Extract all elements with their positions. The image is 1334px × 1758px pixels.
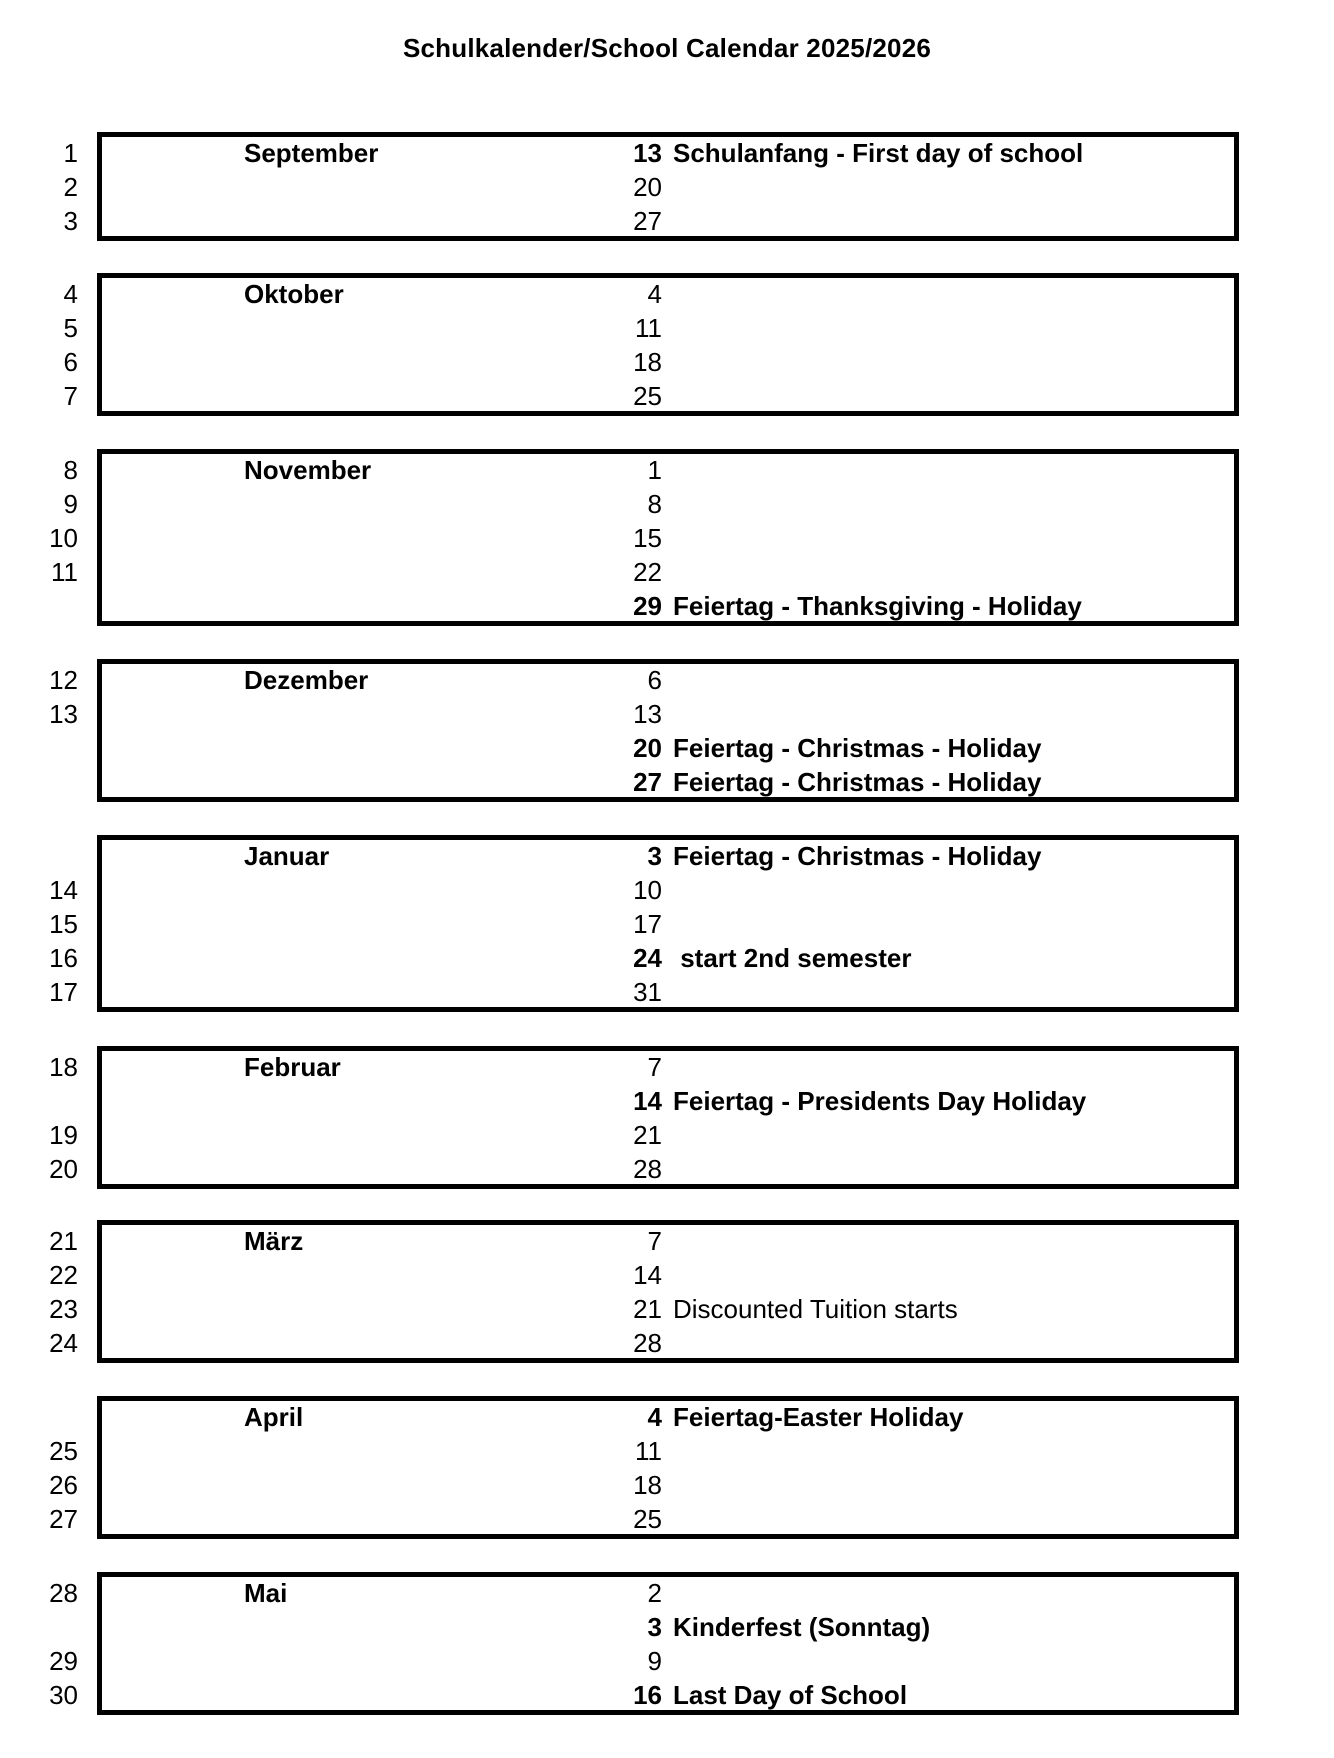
calendar-row <box>0 170 1334 204</box>
calendar-row <box>0 663 1334 697</box>
week-number: 4 <box>63 279 78 309</box>
event-label: Discounted Tuition starts <box>673 1294 958 1324</box>
day-number: 7 <box>647 1052 662 1082</box>
calendar-row <box>0 487 1334 521</box>
calendar-row <box>0 204 1334 238</box>
month-name: Januar <box>244 841 330 871</box>
week-number: 2 <box>63 172 78 202</box>
calendar-row <box>0 765 1334 799</box>
month-name: März <box>244 1226 304 1256</box>
week-number: 3 <box>63 206 78 236</box>
day-number: 21 <box>633 1294 662 1324</box>
day-number: 4 <box>647 1402 662 1432</box>
day-number: 8 <box>647 489 662 519</box>
day-number: 6 <box>647 665 662 695</box>
calendar-row <box>0 277 1334 311</box>
calendar-row <box>0 1292 1334 1326</box>
calendar-row <box>0 975 1334 1009</box>
week-number: 10 <box>49 523 78 553</box>
day-number: 14 <box>633 1260 662 1290</box>
event-label: Kinderfest (Sonntag) <box>673 1612 931 1642</box>
day-number: 22 <box>633 557 662 587</box>
calendar-row <box>0 1434 1334 1468</box>
week-number: 16 <box>49 943 78 973</box>
week-number: 27 <box>49 1504 78 1534</box>
day-number: 2 <box>647 1578 662 1608</box>
day-number: 21 <box>633 1120 662 1150</box>
calendar-row <box>0 873 1334 907</box>
week-number: 25 <box>49 1436 78 1466</box>
calendar-row <box>0 1468 1334 1502</box>
day-number: 25 <box>633 1504 662 1534</box>
calendar-row <box>0 839 1334 873</box>
event-label: Schulanfang - First day of school <box>673 138 1084 168</box>
calendar-row <box>0 1050 1334 1084</box>
calendar-row <box>0 521 1334 555</box>
week-number: 11 <box>51 557 78 587</box>
calendar-row <box>0 311 1334 345</box>
week-number: 7 <box>63 381 78 411</box>
month-name: Februar <box>244 1052 341 1082</box>
week-number: 29 <box>49 1646 78 1676</box>
day-number: 25 <box>633 381 662 411</box>
day-number: 24 <box>633 943 662 973</box>
day-number: 3 <box>647 1612 662 1642</box>
page-title: Schulkalender/School Calendar 2025/2026 <box>402 33 932 63</box>
day-number: 18 <box>633 1470 662 1500</box>
calendar-row <box>0 1084 1334 1118</box>
day-number: 4 <box>647 279 662 309</box>
calendar-row <box>0 589 1334 623</box>
event-label: Feiertag - Christmas - Holiday <box>673 767 1042 797</box>
calendar-row <box>0 1118 1334 1152</box>
day-number: 17 <box>633 909 662 939</box>
calendar-row <box>0 453 1334 487</box>
day-number: 3 <box>647 841 662 871</box>
event-label: Feiertag-Easter Holiday <box>673 1402 964 1432</box>
week-number: 15 <box>49 909 78 939</box>
calendar-row <box>0 1258 1334 1292</box>
day-number: 18 <box>633 347 662 377</box>
week-number: 12 <box>49 665 78 695</box>
calendar-row <box>0 697 1334 731</box>
week-number: 14 <box>49 875 78 905</box>
week-number: 30 <box>49 1680 78 1710</box>
calendar-row <box>0 345 1334 379</box>
calendar-row <box>0 555 1334 589</box>
week-number: 9 <box>63 489 78 519</box>
month-name: April <box>244 1402 304 1432</box>
event-label: Feiertag - Presidents Day Holiday <box>673 1086 1087 1116</box>
week-number: 19 <box>49 1120 78 1150</box>
day-number: 13 <box>633 138 662 168</box>
week-number: 20 <box>49 1154 78 1184</box>
event-label: Feiertag - Christmas - Holiday <box>673 733 1042 763</box>
event-label: start 2nd semester <box>673 943 912 973</box>
event-label: Feiertag - Christmas - Holiday <box>673 841 1042 871</box>
week-number: 1 <box>63 138 78 168</box>
month-name: Mai <box>244 1578 288 1608</box>
calendar-row <box>0 1678 1334 1712</box>
week-number: 24 <box>49 1328 78 1358</box>
day-number: 27 <box>633 206 662 236</box>
day-number: 13 <box>633 699 662 729</box>
event-label: Last Day of School <box>673 1680 908 1710</box>
week-number: 5 <box>63 313 78 343</box>
week-number: 23 <box>49 1294 78 1324</box>
week-number: 28 <box>49 1578 78 1608</box>
month-name: November <box>244 455 372 485</box>
week-number: 13 <box>49 699 78 729</box>
week-number: 22 <box>49 1260 78 1290</box>
day-number: 1 <box>647 455 662 485</box>
calendar-row <box>0 731 1334 765</box>
day-number: 7 <box>647 1226 662 1256</box>
calendar-row <box>0 136 1334 170</box>
month-name: Dezember <box>244 665 369 695</box>
month-name: September <box>244 138 379 168</box>
week-number: 17 <box>49 977 78 1007</box>
week-number: 8 <box>63 455 78 485</box>
calendar-row <box>0 1224 1334 1258</box>
calendar-row <box>0 907 1334 941</box>
day-number: 29 <box>633 591 662 621</box>
day-number: 20 <box>633 733 662 763</box>
week-number: 26 <box>49 1470 78 1500</box>
day-number: 27 <box>633 767 662 797</box>
calendar-row <box>0 1152 1334 1186</box>
calendar-row <box>0 1326 1334 1360</box>
calendar-row <box>0 941 1334 975</box>
week-number: 21 <box>49 1226 78 1256</box>
day-number: 16 <box>633 1680 662 1710</box>
event-label: Feiertag - Thanksgiving - Holiday <box>673 591 1082 621</box>
calendar-row <box>0 1610 1334 1644</box>
calendar-row <box>0 1400 1334 1434</box>
day-number: 11 <box>635 1436 662 1466</box>
calendar-row <box>0 1644 1334 1678</box>
calendar-row <box>0 1576 1334 1610</box>
month-name: Oktober <box>244 279 344 309</box>
day-number: 28 <box>633 1328 662 1358</box>
day-number: 14 <box>633 1086 662 1116</box>
day-number: 11 <box>635 313 662 343</box>
calendar-row <box>0 379 1334 413</box>
day-number: 20 <box>633 172 662 202</box>
week-number: 6 <box>63 347 78 377</box>
day-number: 15 <box>633 523 662 553</box>
day-number: 31 <box>633 977 662 1007</box>
week-number: 18 <box>49 1052 78 1082</box>
calendar-row <box>0 1502 1334 1536</box>
day-number: 9 <box>647 1646 662 1676</box>
day-number: 28 <box>633 1154 662 1184</box>
day-number: 10 <box>633 875 662 905</box>
